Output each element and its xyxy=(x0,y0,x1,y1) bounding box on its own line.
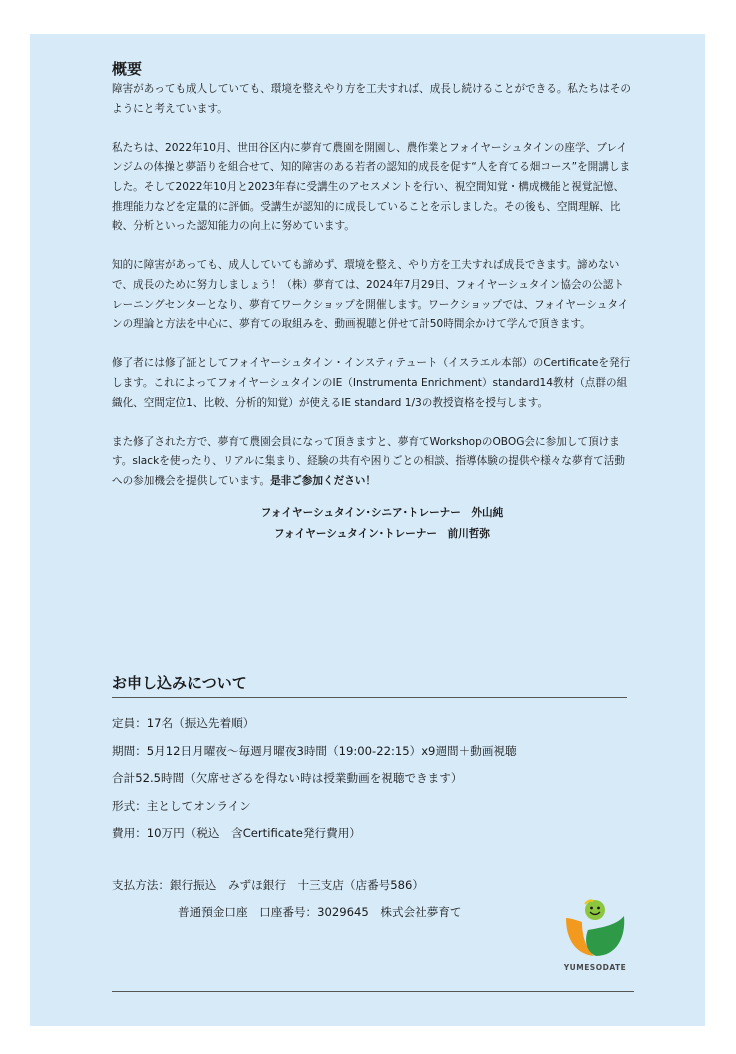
obog-text: また修了された方で、夢育て農園会員になって頂きますと、夢育てWorkshopのOBOG会に参加して頂けます。slackを使ったり、リアルに集まり、経験の共有や困りごとの相談、指導体験の提供や様々な夢育て活動への参加機会を提供しています。 xyxy=(112,435,625,487)
paragraph-history: 私たちは、2022年10月、世田谷区内に夢育て農園を開園し、農作業とフォイヤーシュタインの座学、ブレインジムの体操と夢語りを組合せて、知的障害のある若者の認知的成長を促す“人を育てる畑コース”を開講しました。そして2022年10月と2023年春に受講生のアセスメントを行い、視空間知覚・構成機能と視覚記憶、推理能力などを定量的に評価。受講生が認知的に成長していることを示しました。その後も、空間理解、比較、分析といった認知能力の向上に努めています。 xyxy=(112,141,631,233)
logo-text: YUMESODATE xyxy=(563,963,627,972)
signer-senior-trainer: フォイヤーシュタイン･シニア･トレーナー 外山純 xyxy=(260,507,504,520)
signer-trainer: フォイヤーシュタイン･トレーナー 前川哲弥 xyxy=(273,528,490,541)
logo-mark-icon xyxy=(560,896,630,962)
application-details xyxy=(112,710,652,848)
paragraph-intro: 障害があっても成人していても、環境を整えやり方を工夫すれば、成長し続けることができる。私たちはそのようにと考えています。 xyxy=(112,83,631,115)
paragraph-obog xyxy=(112,433,632,492)
paragraph-workshop: 知的に障害があっても、成人していても諦めず、環境を整え、やり方を工夫すれば成長できます。諦めないで、成長のために努力しましょう！（株）夢育ては、2024年7月29日、フォイヤーシュタイン協会の公認トレーニングセンターとなり、夢育てワークショップを開催します。ワークショップでは、フォイヤーシュタインの理論と方法を中心に、夢育ての取組みを、動画視聴と併せて計50時間余かけて学んで頂きます。 xyxy=(112,259,629,331)
overview-section xyxy=(112,58,632,545)
fee: 費用：10万円（税込 含Certificate発行費用） xyxy=(112,826,361,840)
content-panel xyxy=(30,34,705,1026)
payment-account: 普通預金口座 口座番号：3029645 株式会社夢育て xyxy=(178,905,462,919)
signers xyxy=(112,503,632,545)
payment-bank: 支払方法：銀行振込 みずほ銀行 十三支店（店番号586） xyxy=(112,878,424,892)
application-title: お申し込みについて xyxy=(112,672,627,698)
total-hours: 合計52.5時間（欠席せざるを得ない時は授業動画を視聴できます） xyxy=(112,771,463,785)
call-to-action: 是非ご参加ください！ xyxy=(270,474,376,487)
bottom-divider xyxy=(112,991,634,992)
overview-title: 概要 xyxy=(112,60,143,78)
capacity: 定員：17名（振込先着順） xyxy=(112,716,255,730)
format: 形式：主としてオンライン xyxy=(112,798,251,813)
paragraph-certificate: 修了者には修了証としてフォイヤーシュタイン・インスティテュート（イスラエル本部）のCertificateを発行します。これによってフォイヤーシュタインのIE（Instrumenta Enrichment）standard14教材（点群の組織化、空間定位1、比較、分析的知覚）が使えるIE standard 1/3の教授資格を授与します。 xyxy=(112,357,631,409)
yumesodate-logo xyxy=(560,896,630,976)
period: 期間：5月12日月曜夜～毎週月曜夜3時間（19:00-22:15）x9週間＋動画視聴 xyxy=(112,743,517,758)
